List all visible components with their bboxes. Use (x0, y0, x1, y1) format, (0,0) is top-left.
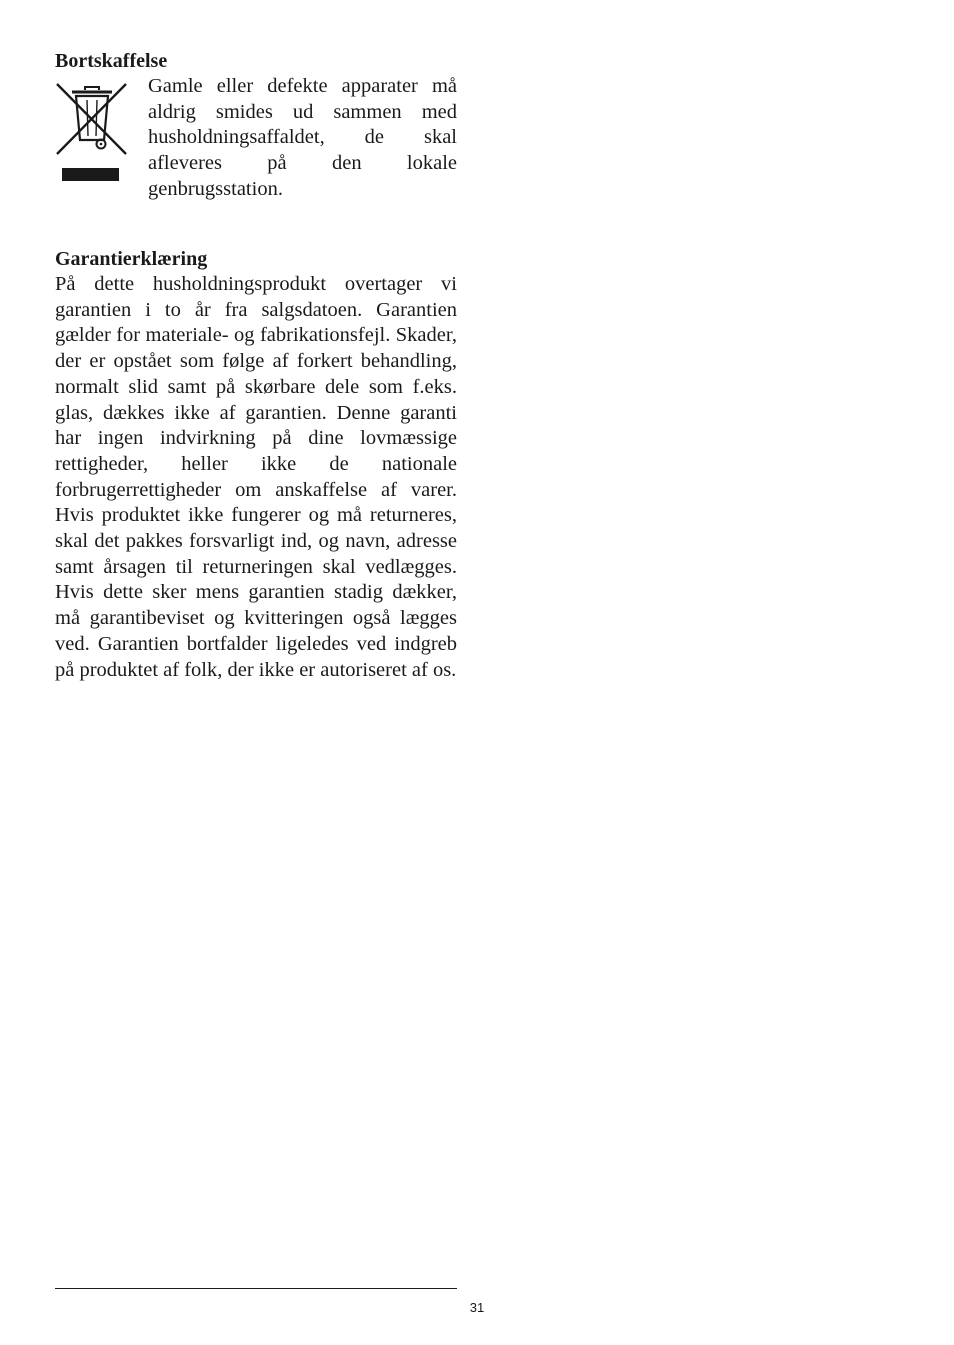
warranty-text: På dette husholdningsprodukt overtager vi garantien i to år fra salgsdatoen. Garantien gælder for materiale- og fabrikationsfejl. Skader, der er opstået som følge af forkert behandling, normalt slid samt på skørbare dele som f.eks. glas, dækkes ikke af garantien. Denne garanti har ingen indvirkning på dine lovmæssige rettigheder, heller ikke de nationale forbrugerrettigheder om anskaffelse af varer. Hvis produktet ikke fungerer og må returneres, skal det pakkes forsvarligt ind, og navn, adresse samt årsagen til returneringen skal vedlægges. Hvis dette sker mens garantien stadig dækker, må garantibeviset og kvitteringen også lægges ved. Garantien bortfalder ligeledes ved indgreb på produktet af folk, der ikke er autoriseret af os. (55, 273, 457, 681)
disposal-heading: Bortskaffelse (55, 50, 168, 72)
page-content (55, 48, 457, 683)
disposal-section (55, 48, 457, 220)
warranty-heading: Garantierklæring (55, 248, 208, 270)
disposal-block (55, 74, 457, 220)
disposal-text: Gamle eller defekte apparater må aldrig smides ud sammen med husholdningsaffaldet, de skal afleveres på den lokale genbrugsstation. (148, 75, 457, 200)
page-number: 31 (469, 1300, 485, 1315)
warranty-section (55, 246, 457, 683)
footer-divider (55, 1288, 457, 1289)
crossed-out-wheelie-bin-icon (55, 78, 148, 220)
